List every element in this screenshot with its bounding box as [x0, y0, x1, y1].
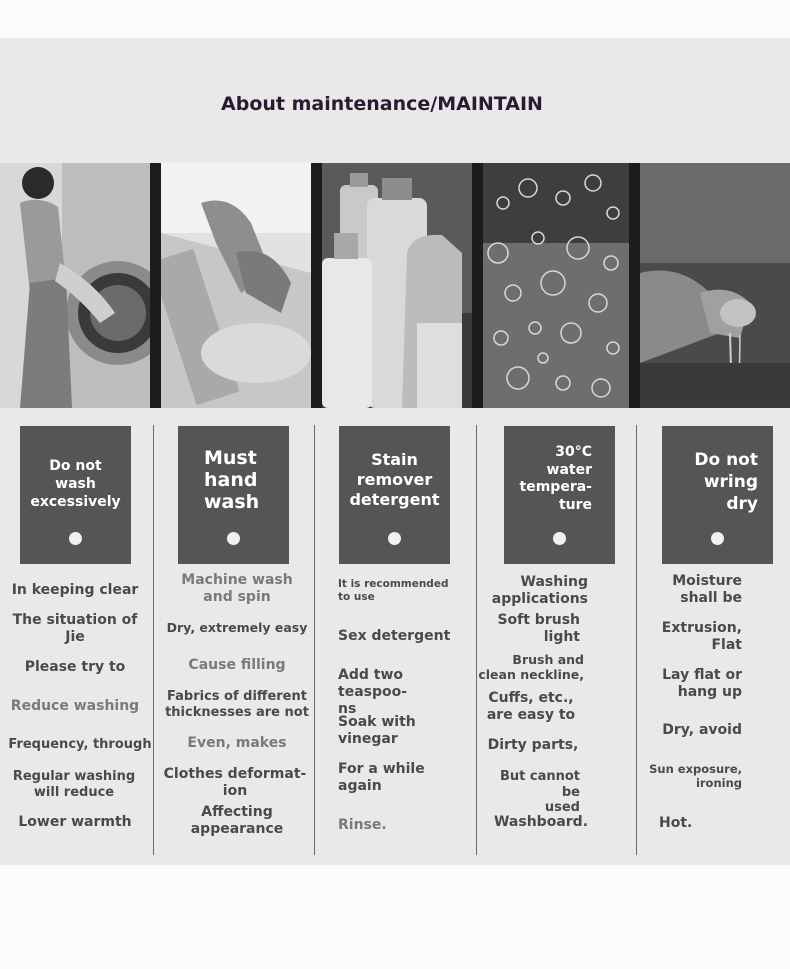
- dot-icon: [69, 532, 82, 545]
- list-item: It is recommended to use: [338, 578, 449, 603]
- list-item: Cuffs, etc., are easy to: [486, 690, 576, 723]
- water-bubbles-photo: [483, 163, 629, 408]
- card-title: Stain remover detergent: [349, 450, 440, 509]
- list-item: Sun exposure, ironing: [649, 762, 742, 790]
- list-item: Affecting appearance: [190, 804, 284, 837]
- list-item: Washboard.: [493, 814, 589, 830]
- list-item: Dry, avoid: [662, 722, 742, 738]
- card-do-not-wring-dry: [662, 426, 773, 564]
- list-item: Dirty parts,: [487, 737, 579, 753]
- list-item: The situation of Jie: [12, 612, 138, 645]
- list-item: For a while again: [338, 761, 425, 794]
- card-stain-remover-detergent: [339, 426, 450, 564]
- column-divider: [476, 425, 477, 855]
- card-title: 30°C water tempera- ture: [519, 444, 592, 513]
- list-item: Sex detergent: [338, 628, 451, 644]
- list-item: Reduce washing: [10, 698, 140, 714]
- list-item: In keeping clear: [11, 582, 139, 598]
- list-item: Fabrics of different thicknesses are not: [165, 689, 309, 720]
- dot-icon: [227, 532, 240, 545]
- washing-machine-photo: [0, 163, 150, 408]
- list-item: Lay flat or hang up: [662, 667, 742, 700]
- list-item: Soak with vinegar: [338, 714, 416, 747]
- list-item: Add two teaspoo- ns: [338, 667, 408, 717]
- list-item: Hot.: [659, 815, 693, 831]
- list-item: Soft brush light: [497, 612, 580, 645]
- column-divider: [314, 425, 315, 855]
- card-30c-water-temperature: [504, 426, 615, 564]
- column-divider: [153, 425, 154, 855]
- list-item: Cause filling: [188, 657, 286, 673]
- list-item: Rinse.: [338, 817, 387, 833]
- list-item: Washing applications: [491, 574, 588, 607]
- list-item: Regular washing will reduce: [12, 769, 136, 800]
- detergent-bottles-photo: [322, 163, 472, 408]
- list-item: Clothes deformat- ion: [163, 766, 307, 799]
- list-item: Lower warmth: [18, 814, 132, 830]
- wringing-hands-photo: [640, 163, 790, 408]
- photo-strip: [0, 163, 790, 408]
- card-title: Do not wring dry: [694, 450, 758, 514]
- list-item: Machine wash and spin: [181, 572, 293, 605]
- list-item: But cannot be used: [499, 769, 580, 816]
- column-divider: [636, 425, 637, 855]
- list-item: Frequency, through: [8, 737, 152, 752]
- list-item: Brush and clean neckline,: [478, 652, 584, 682]
- dot-icon: [388, 532, 401, 545]
- dot-icon: [553, 532, 566, 545]
- card-title: Must hand wash: [204, 447, 260, 514]
- dot-icon: [711, 532, 724, 545]
- list-item: Extrusion, Flat: [661, 620, 742, 653]
- list-item: Moisture shall be: [672, 573, 742, 606]
- card-title: Do not wash excessively: [30, 458, 121, 510]
- hand-wash-photo: [161, 163, 311, 408]
- list-item: Even, makes: [187, 735, 287, 751]
- card-do-not-wash-excessively: [20, 426, 131, 564]
- page-title: About maintenance/MAINTAIN: [221, 93, 543, 115]
- card-must-hand-wash: [178, 426, 289, 564]
- list-item: Please try to: [24, 659, 126, 675]
- list-item: Dry, extremely easy: [166, 620, 308, 635]
